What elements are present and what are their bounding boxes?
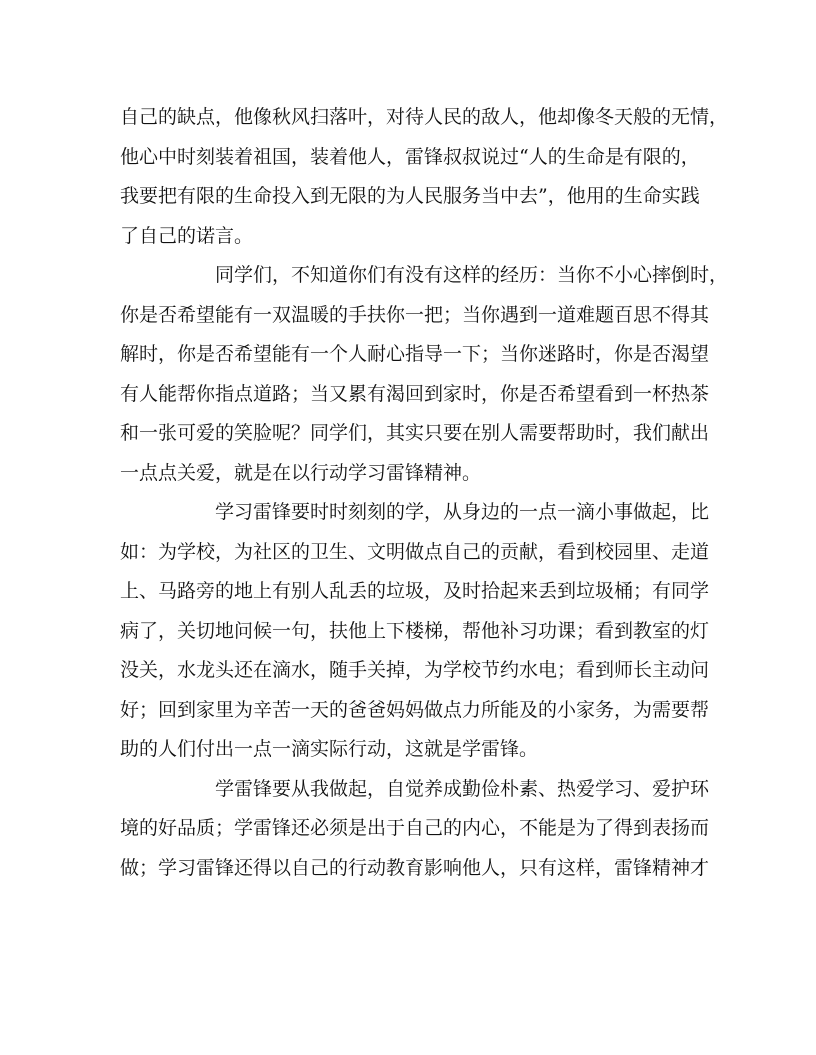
paragraph-1 — [120, 98, 729, 256]
text-line: 助的人们付出一点一滴实际行动，这就是学雷锋。 — [120, 738, 539, 760]
text-line: 有人能帮你指点道路；当又累有渴回到家时，你是否希望看到一杯热茶 — [120, 382, 710, 405]
text-line: 好；回到家里为辛苦一天的爸爸妈妈做点力所能及的小家务，为需要帮 — [120, 698, 710, 721]
text-line: 境的好品质；学雷锋还必须是出于自己的内心，不能是为了得到表扬而 — [120, 817, 710, 839]
text-line: 我要把有限的生命投入到无限的为人民服务当中去”，他用的生命实践 — [120, 185, 700, 207]
text-line: 解时，你是否希望能有一个人耐心指导一下；当你迷路时，你是否渴望 — [120, 343, 710, 365]
document-body — [120, 98, 729, 888]
text-line: 学雷锋要从我做起，自觉养成勤俭朴素、热爱学习、爱护环 — [215, 777, 710, 800]
paragraph-4 — [120, 770, 710, 889]
text-line: 病了，关切地问候一句，扶他上下楼梯，帮他补习功课；看到教室的灯 — [120, 619, 710, 642]
text-line: 和一张可爱的笑脸呢？同学们，其实只要在别人需要帮助时，我们献出 — [120, 422, 710, 444]
text-line: 一点点关爱，就是在以行动学习雷锋精神。 — [120, 461, 482, 484]
text-line: 你是否希望能有一双温暖的手扶你一把；当你遇到一道难题百思不得其 — [120, 303, 710, 326]
text-line: 他心中时刻装着祖国，装着他人，雷锋叔叔说过“人的生命是有限的， — [120, 145, 700, 168]
text-line: 同学们，不知道你们有没有这样的经历：当你不小心摔倒时， — [215, 264, 729, 286]
text-line: 做；学习雷锋还得以自己的行动教育影响他人，只有这样，雷锋精神才 — [120, 856, 710, 879]
text-line: 没关，水龙头还在滴水，随手关掉，为学校节约水电；看到师长主动问 — [120, 659, 710, 681]
paragraph-2 — [120, 256, 729, 493]
text-line: 上、马路旁的地上有别人乱丢的垃圾，及时拾起来丢到垃圾桶；有同学 — [120, 580, 710, 602]
text-line: 自己的缺点，他像秋风扫落叶，对待人民的敌人，他却像冬天般的无情， — [120, 106, 729, 128]
text-line: 了自己的诺言。 — [120, 224, 254, 247]
paragraph-3 — [120, 493, 710, 770]
text-line: 如：为学校，为社区的卫生、文明做点自己的贡献，看到校园里、走道 — [120, 540, 710, 563]
text-line: 学习雷锋要时时刻刻的学，从身边的一点一滴小事做起，比 — [215, 501, 710, 523]
